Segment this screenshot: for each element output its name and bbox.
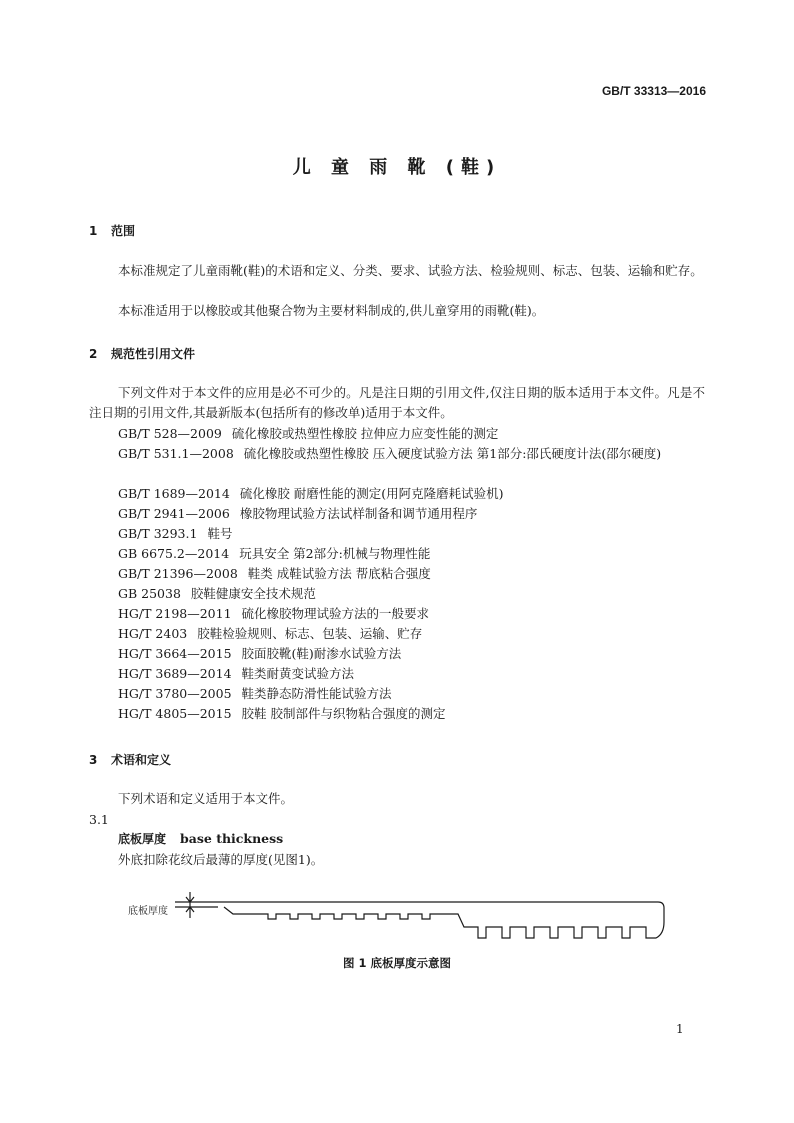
section-3-heading: [89, 751, 171, 768]
reference-title: 鞋类耐黄变试验方法: [241, 666, 355, 681]
reference-code: GB/T 3293.1: [118, 526, 198, 541]
reference-code: GB/T 531.1—2008: [118, 446, 234, 461]
reference-code: HG/T 3689—2014: [118, 666, 232, 681]
term-entry: [118, 830, 283, 847]
section-3-title: 术语和定义: [111, 753, 172, 767]
reference-title: 鞋号: [207, 526, 233, 541]
sole-profile-diagram: [118, 888, 678, 944]
reference-item: [89, 504, 705, 524]
sole-tread-profile: [224, 907, 664, 938]
document-title: 儿 童 雨 靴 (鞋): [292, 157, 502, 178]
reference-title: 玩具安全 第2部分:机械与物理性能: [239, 546, 431, 561]
reference-code: GB/T 528—2009: [118, 426, 222, 441]
term-number: 3.1: [89, 812, 109, 827]
reference-code: GB 25038: [118, 586, 181, 601]
section-1-heading: [89, 222, 135, 239]
reference-list: [89, 424, 705, 724]
figure-label: 底板厚度: [128, 906, 168, 917]
reference-code: GB/T 21396—2008: [118, 566, 238, 581]
reference-code: HG/T 2198—2011: [118, 606, 232, 621]
reference-title: 胶鞋检验规则、标志、包装、运输、贮存: [197, 626, 423, 641]
reference-item: [89, 544, 705, 564]
reference-title: 橡胶物理试验方法试样制备和调节通用程序: [239, 506, 478, 521]
reference-item: [89, 524, 705, 544]
reference-item: [89, 564, 705, 584]
term-name-zh: 底板厚度: [118, 832, 167, 846]
reference-code: HG/T 4805—2015: [118, 706, 232, 721]
reference-item: [89, 684, 705, 704]
section-2-number: 2: [89, 347, 98, 361]
figure-caption: 图 1 底板厚度示意图: [342, 956, 451, 970]
reference-item: [89, 644, 705, 664]
section-1-paragraph-1: 本标准规定了儿童雨靴(鞋)的术语和定义、分类、要求、试验方法、检验规则、标志、包装、运输和贮存。: [118, 263, 703, 278]
reference-title: 胶鞋健康安全技术规范: [190, 586, 316, 601]
section-3-intro: 下列术语和定义适用于本文件。: [118, 791, 294, 806]
reference-item: [89, 604, 705, 624]
reference-item: [89, 444, 705, 484]
reference-code: HG/T 3780—2005: [118, 686, 232, 701]
reference-title: 胶鞋 胶制部件与织物粘合强度的测定: [241, 706, 446, 721]
reference-code: HG/T 3664—2015: [118, 646, 232, 661]
reference-code: HG/T 2403: [118, 626, 188, 641]
reference-code: GB/T 1689—2014: [118, 486, 230, 501]
reference-item: [89, 584, 705, 604]
reference-title: 硫化橡胶或热塑性橡胶 拉伸应力应变性能的测定: [231, 426, 499, 441]
section-3-number: 3: [89, 753, 98, 767]
reference-code: GB/T 2941—2006: [118, 506, 230, 521]
reference-code: GB 6675.2—2014: [118, 546, 230, 561]
base-thickness-figure: [118, 888, 678, 944]
section-2-heading: [89, 345, 195, 362]
reference-item: [89, 624, 705, 644]
section-2-title: 规范性引用文件: [111, 347, 196, 361]
reference-title: 胶面胶靴(鞋)耐渗水试验方法: [241, 646, 402, 661]
section-1-title: 范围: [111, 224, 136, 238]
section-1-paragraph-2: 本标准适用于以橡胶或其他聚合物为主要材料制成的,供儿童穿用的雨靴(鞋)。: [118, 303, 545, 318]
page-number: 1: [676, 1022, 684, 1036]
reference-title: 鞋类静态防滑性能试验方法: [241, 686, 392, 701]
reference-title: 鞋类 成鞋试验方法 帮底粘合强度: [247, 566, 431, 581]
standard-number: GB/T 33313—2016: [601, 84, 706, 98]
reference-title: 硫化橡胶物理试验方法的一般要求: [241, 606, 430, 621]
reference-title: 硫化橡胶 耐磨性能的测定(用阿克隆磨耗试验机): [239, 486, 504, 501]
reference-item: [89, 484, 705, 504]
reference-item: [89, 704, 705, 724]
reference-item: [89, 664, 705, 684]
reference-item: [89, 424, 705, 444]
term-definition: 外底扣除花纹后最薄的厚度(见图1)。: [118, 852, 324, 867]
reference-title: 硫化橡胶或热塑性橡胶 压入硬度试验方法 第1部分:邵氏硬度计法(邵尔硬度): [243, 446, 662, 461]
term-name-en: base thickness: [180, 831, 284, 846]
section-1-number: 1: [89, 224, 98, 238]
section-2-intro: 下列文件对于本文件的应用是必不可少的。凡是注日期的引用文件,仅注日期的版本适用于本文件。凡是不注日期的引用文件,其最新版本(包括所有的修改单)适用于本文件。: [89, 385, 705, 420]
sole-upper-surface: [218, 902, 664, 908]
